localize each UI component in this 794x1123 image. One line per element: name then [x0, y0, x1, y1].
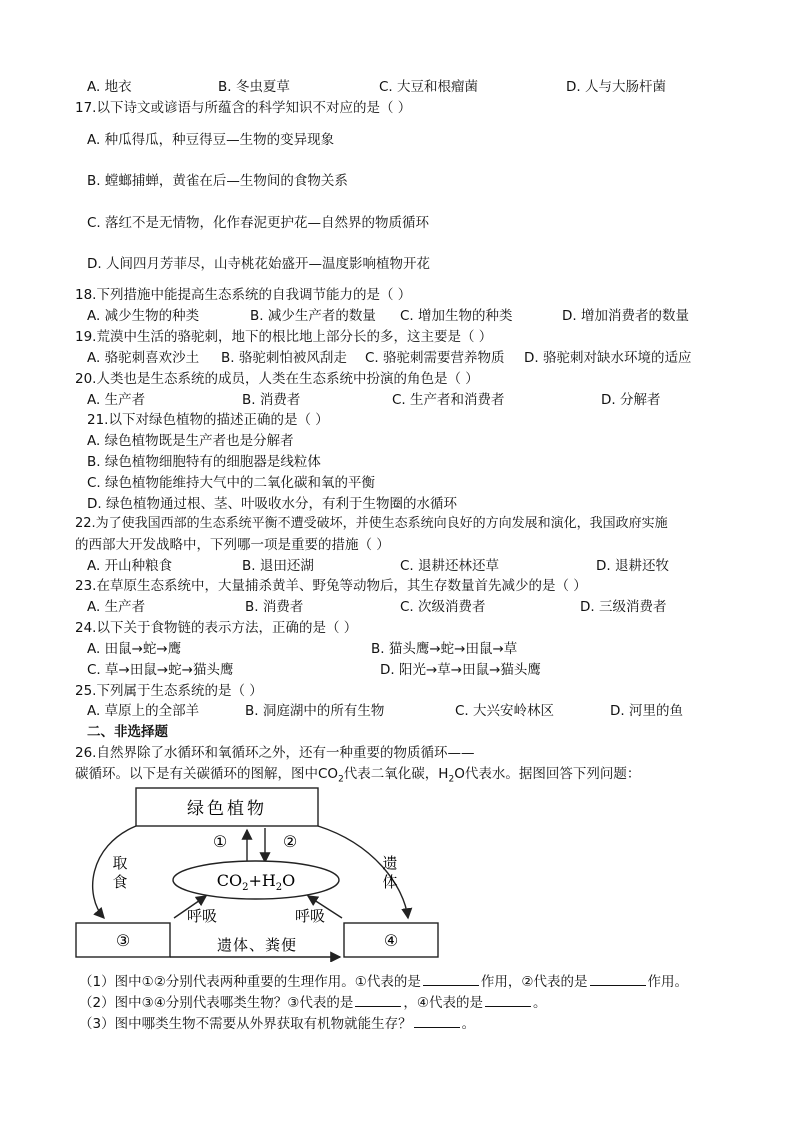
q17-option-d: D. 人间四月芳菲尽，山寺桃花始盛开—温度影响植物开花 — [87, 256, 430, 272]
q23-option-b: B. 消费者 — [245, 599, 304, 615]
carbon-cycle-diagram — [74, 786, 444, 966]
q18-option-d: D. 增加消费者的数量 — [562, 308, 689, 324]
q16-option-d: D. 人与大肠杆菌 — [566, 79, 666, 95]
q17-stem: 17.以下诗文或谚语与所蕴含的科学知识不对应的是（ ） — [75, 100, 412, 116]
q21-stem: 21.以下对绿色植物的描述正确的是（ ） — [87, 412, 329, 428]
left-arc-label-bottom: 食 — [112, 873, 128, 891]
right-arc-label-bottom: 体 — [382, 873, 398, 891]
q19-option-c: C. 骆驼刺需要营养物质 — [365, 350, 505, 366]
breath-left-label: 呼吸 — [186, 907, 218, 925]
q20-option-d: D. 分解者 — [601, 392, 661, 408]
label-1: ① — [212, 832, 228, 851]
q23-option-c: C. 次级消费者 — [400, 599, 486, 615]
q22-option-b: B. 退田还湖 — [242, 558, 314, 574]
q18-stem: 18.下列措施中能提高生态系统的自我调节能力的是（ ） — [75, 287, 412, 303]
q25-option-c: C. 大兴安岭林区 — [455, 703, 555, 719]
q21-option-b: B. 绿色植物细胞特有的细胞器是线粒体 — [87, 454, 321, 470]
co2-water-label: $CO_2+H_2O$ — [216, 871, 296, 893]
q22-option-d: D. 退耕还牧 — [596, 558, 669, 574]
q24-option-a: A. 田鼠→蛇→鹰 — [87, 641, 182, 657]
answer-blank-2[interactable] — [590, 973, 646, 986]
q23-option-a: A. 生产者 — [87, 599, 146, 615]
q23-stem: 23.在草原生态系统中，大量捕杀黄羊、野兔等动物后，其生存数量首先减少的是（ ） — [75, 578, 587, 594]
q25-option-d: D. 河里的鱼 — [610, 703, 683, 719]
answer-blank-4[interactable] — [485, 994, 531, 1007]
q20-option-b: B. 消费者 — [242, 392, 301, 408]
right-arc-label-top: 遗 — [382, 854, 398, 872]
q26-stem-line2: 碳循环。以下是有关碳循环的图解，图中$CO_2$代表二氧化碳，$H_2O$代表水。据图回答下列问题： — [75, 766, 641, 785]
q22-option-a: A. 开山种粮食 — [87, 558, 173, 574]
q24-option-b: B. 猫头鹰→蛇→田鼠→草 — [371, 641, 518, 657]
q17-option-b: B. 螳螂捕蝉，黄雀在后—生物间的食物关系 — [87, 173, 348, 189]
answer-blank-5[interactable] — [414, 1015, 460, 1028]
q22-stem-line1: 22.为了使我国西部的生态系统平衡不遭受破坏，并使生态系统向良好的方向发展和演化，我国政府实施 — [75, 516, 668, 531]
q26-stem-line1: 26.自然界除了水循环和氧循环之外，还有一种重要的物质循环—— — [75, 745, 475, 761]
q21-option-a: A. 绿色植物既是生产者也是分解者 — [87, 433, 294, 449]
q16-option-c: C. 大豆和根瘤菌 — [379, 79, 479, 95]
label-2: ② — [282, 832, 298, 851]
q19-option-b: B. 骆驼刺怕被风刮走 — [221, 350, 347, 366]
q17-option-a: A. 种瓜得瓜，种豆得豆—生物的变异现象 — [87, 132, 335, 148]
q20-stem: 20.人类也是生态系统的成员，人类在生态系统中扮演的角色是（ ） — [75, 371, 479, 387]
q19-option-a: A. 骆驼刺喜欢沙土 — [87, 350, 200, 366]
box-3-label: ③ — [115, 931, 131, 950]
answer-blank-3[interactable] — [355, 994, 401, 1007]
q16-option-a: A. 地衣 — [87, 79, 132, 95]
left-arc-label-top: 取 — [112, 854, 128, 872]
q21-option-c: C. 绿色植物能维持大气中的二氧化碳和氧的平衡 — [87, 475, 376, 491]
q18-option-b: B. 减少生产者的数量 — [250, 308, 376, 324]
q18-option-a: A. 减少生物的种类 — [87, 308, 200, 324]
q26-sub1: （1）图中①②分别代表两种重要的生理作用。①代表的是 作用，②代表的是 作用。 — [79, 974, 689, 990]
q21-option-d: D. 绿色植物通过根、茎、叶吸收水分，有利于生物圈的水循环 — [87, 496, 457, 512]
q19-option-d: D. 骆驼刺对缺水环境的适应 — [524, 350, 692, 366]
q24-option-d: D. 阳光→草→田鼠→猫头鹰 — [380, 662, 541, 678]
q26-sub2: （2）图中③④分别代表哪类生物？③代表的是 ，④代表的是 。 — [79, 995, 547, 1011]
section-heading: 二、非选择题 — [87, 724, 168, 740]
remains-label: 遗体、粪便 — [216, 936, 298, 954]
q22-stem-line2: 的西部大开发战略中，下列哪一项是重要的措施（ ） — [75, 537, 390, 553]
q26-sub3: （3）图中哪类生物不需要从外界获取有机物就能生存？ 。 — [79, 1016, 476, 1032]
answer-blank-1[interactable] — [423, 973, 479, 986]
q24-option-c: C. 草→田鼠→蛇→猫头鹰 — [87, 662, 234, 678]
green-plant-label: 绿色植物 — [187, 799, 267, 819]
q25-option-a: A. 草原上的全部羊 — [87, 703, 200, 719]
breath-right-label: 呼吸 — [294, 907, 326, 925]
q25-option-b: B. 洞庭湖中的所有生物 — [245, 703, 385, 719]
q25-stem: 25.下列属于生态系统的是（ ） — [75, 683, 263, 699]
q19-stem: 19.荒漠中生活的骆驼刺，地下的根比地上部分长的多，这主要是（ ） — [75, 329, 493, 345]
q23-option-d: D. 三级消费者 — [580, 599, 667, 615]
q20-option-a: A. 生产者 — [87, 392, 146, 408]
q22-option-c: C. 退耕还林还草 — [400, 558, 500, 574]
q24-stem: 24.以下关于食物链的表示方法，正确的是（ ） — [75, 620, 358, 636]
q18-option-c: C. 增加生物的种类 — [400, 308, 513, 324]
box-4-label: ④ — [383, 931, 399, 950]
q16-option-b: B. 冬虫夏草 — [218, 79, 290, 95]
q20-option-c: C. 生产者和消费者 — [392, 392, 505, 408]
left-arc-arrow — [93, 826, 136, 918]
q17-option-c: C. 落红不是无情物，化作春泥更护花—自然界的物质循环 — [87, 215, 430, 231]
